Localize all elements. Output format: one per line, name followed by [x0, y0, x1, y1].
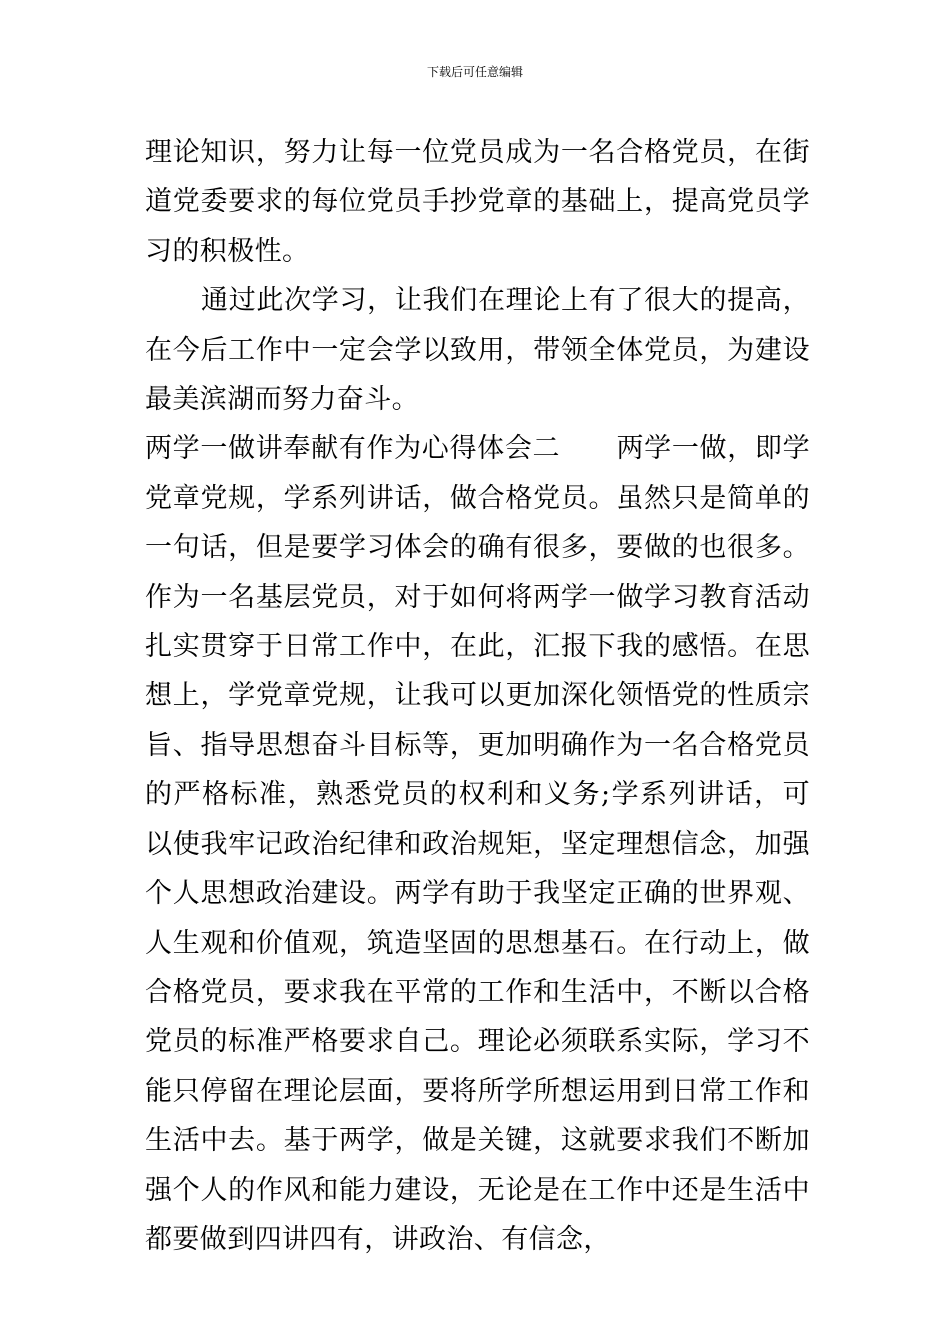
page-header: 下载后可任意编辑 — [426, 65, 523, 79]
section-body: 两学一做，即学党章党规，学系列讲话，做合格党员。虽然只是简单的一句话，但是要学习体会的确有很多，要做的也很多。作为一名基层党员，对于如何将两学一做学习教育活动扎实贯穿于日常工作中，在此，汇报下我的感悟。在思想上，学党章党规，让我可以更加深化领悟党的性质宗旨、指导思想奋斗目标等，更加明确作为一名合格党员的严格标准，熟悉党员的权利和义务;学系列讲话，可以使我牢记政治纪律和政治规矩，坚定理想信念，加强个人思想政治建设。两学有助于我坚定正确的世界观、人生观和价值观，筑造坚固的思想基石。在行动上，做合格党员，要求我在平常的工作和生活中，不断以合格党员的标准严格要求自己。理论必须联系实际，学习不能只停留在理论层面，要将所学所想运用到日常工作和生活中去。基于两学，做是关键，这就要求我们不断加强个人的作风和能力建设，无论是在工作中还是生活中都要做到四讲四有，讲政治、有信念， — [145, 433, 810, 1255]
paragraph-conclusion: 通过此次学习，让我们在理论上有了很大的提高，在今后工作中一定会学以致用，带领全体党员，为建设最美滨湖而努力奋斗。 — [145, 285, 810, 416]
document-body — [145, 128, 810, 1264]
paragraph-continuation: 理论知识，努力让每一位党员成为一名合格党员，在街道党委要求的每位党员手抄党章的基础上，提高党员学习的积极性。 — [145, 137, 810, 267]
section-paragraph — [145, 424, 810, 1264]
section-title: 两学一做讲奉献有作为心得体会二 — [145, 433, 561, 465]
